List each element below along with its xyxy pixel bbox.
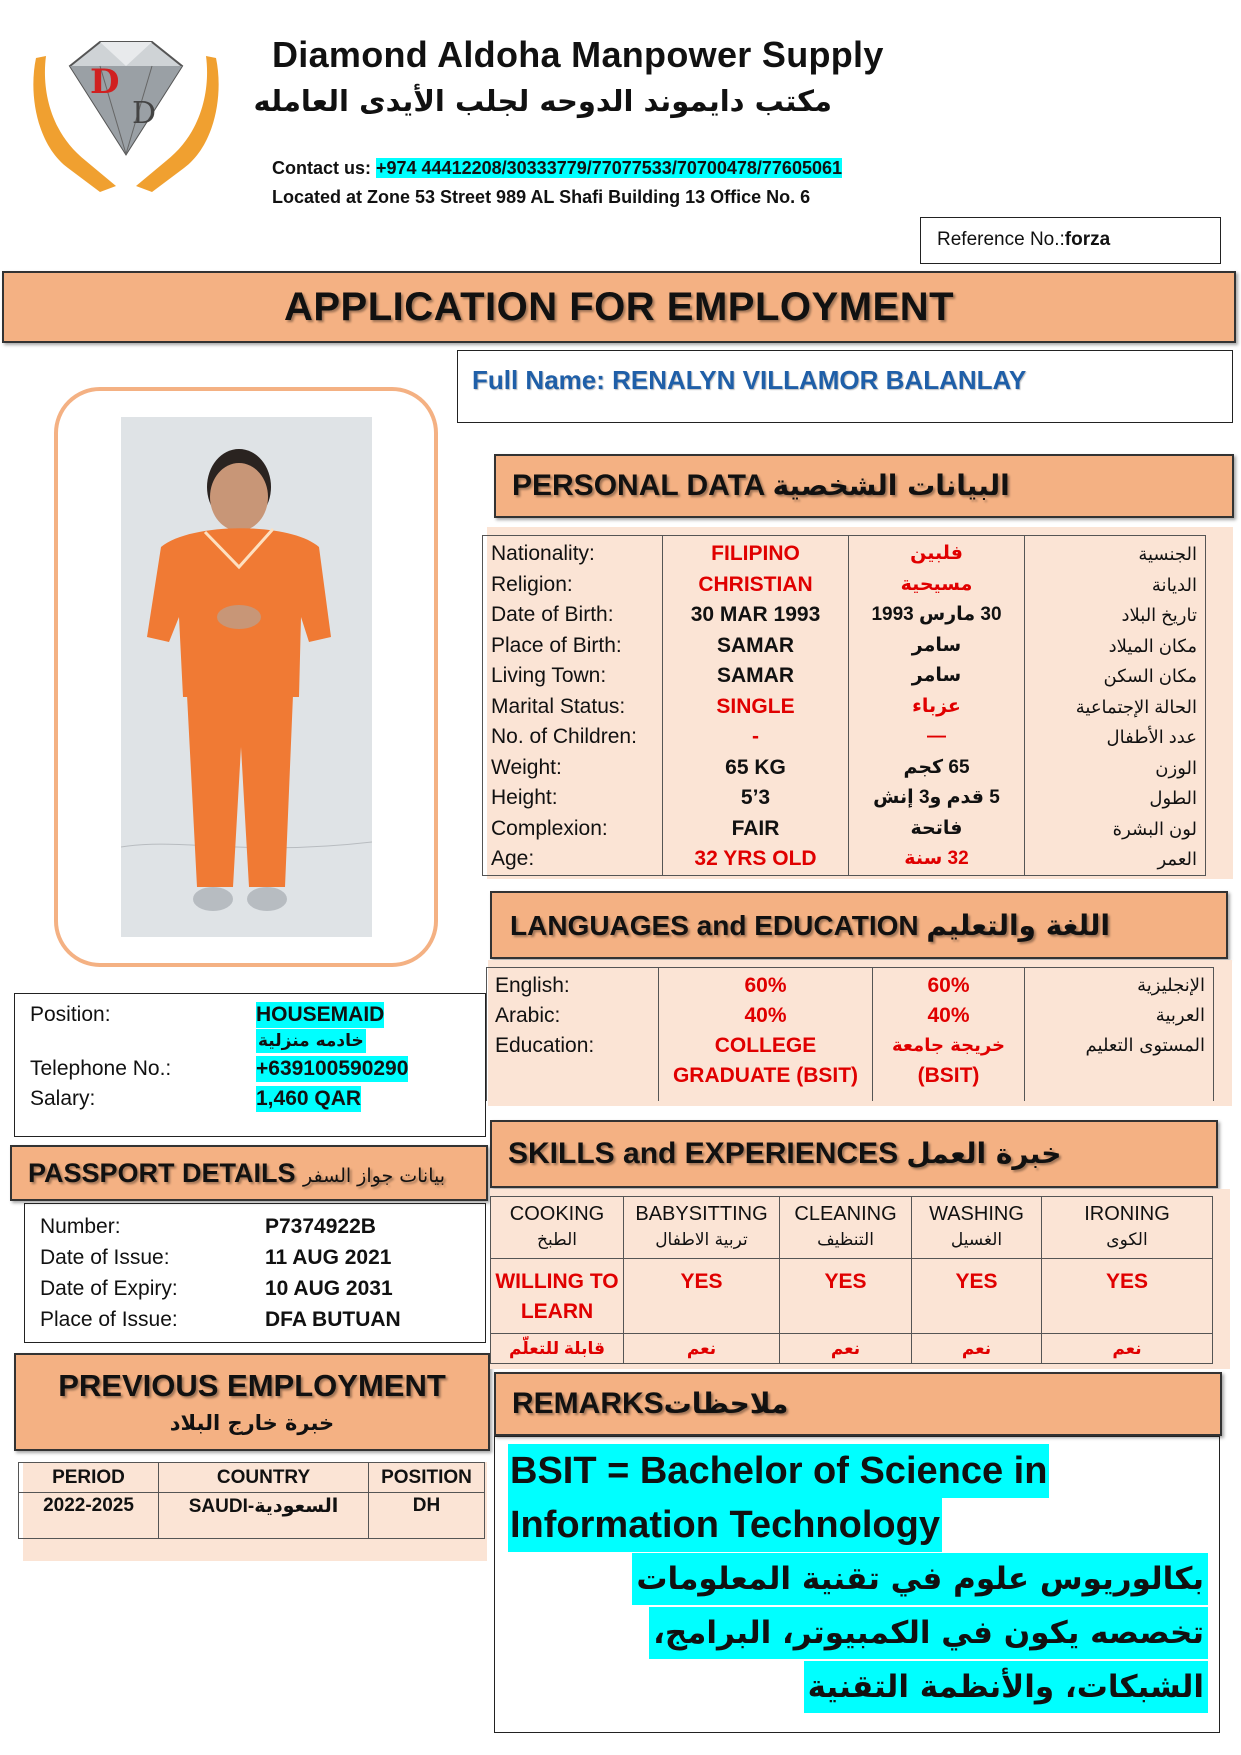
label-ar-english: الإنجليزية	[1137, 975, 1205, 996]
job-info-box	[14, 993, 486, 1137]
skill-name-ar: تربية الاطفال	[655, 1230, 748, 1250]
value-age: 32 YRS OLD	[694, 847, 817, 870]
skill-name: CLEANING	[794, 1203, 897, 1225]
passport-title-ar: بيانات جواز السفر	[303, 1164, 446, 1187]
issue-date-label: Date of Issue:	[40, 1246, 170, 1269]
value-arabic: 40%	[744, 1004, 787, 1027]
passport-number-label: Number:	[40, 1215, 121, 1238]
skill-value-cleaning: YES	[780, 1259, 912, 1334]
value-place-of-birth: SAMAR	[717, 633, 794, 657]
table-header-row	[19, 1463, 485, 1493]
reference-box	[920, 217, 1221, 264]
skill-name: BABYSITTING	[635, 1203, 768, 1225]
value-education-2: GRADUATE (BSIT)	[672, 1064, 859, 1087]
expiry-date-value: 10 AUG 2031	[265, 1277, 393, 1300]
contact-label: Contact us:	[272, 158, 377, 178]
passport-number-value: P7374922B	[265, 1215, 376, 1238]
skill-washing	[912, 1197, 1042, 1259]
position-value-ar: خادمه منزلية	[258, 1031, 364, 1051]
label-ar-dob: تاريخ البلاد	[1121, 605, 1197, 625]
remarks-header	[494, 1372, 1222, 1436]
value-living-town: SAMAR	[717, 664, 794, 687]
personal-labels-column	[483, 536, 663, 876]
skill-value-ar-washing: نعم	[912, 1334, 1042, 1364]
reference-value: forza	[1064, 229, 1111, 250]
skill-cooking	[491, 1197, 624, 1259]
personal-data-title-ar: البيانات الشخصية	[772, 469, 1010, 502]
label-marital-status: Marital Status:	[491, 694, 626, 718]
company-logo	[28, 36, 224, 192]
previous-employment-title-ar: خبرة خارج البلاد	[169, 1411, 335, 1435]
place-of-issue-value: DFA BUTUAN	[265, 1308, 401, 1331]
value-ar-dob: 30 مارس 1993	[871, 604, 1002, 625]
position-label: Position:	[30, 1003, 111, 1026]
logo-letter-grey: D	[132, 96, 157, 131]
skill-name: WASHING	[929, 1203, 1024, 1225]
skill-value-ar-babysitting: نعم	[624, 1334, 780, 1364]
reference-label: Reference No.:	[937, 229, 1065, 250]
full-name-label: Full Name:	[472, 365, 613, 395]
remark-line-en-2: Information Technology	[508, 1498, 942, 1552]
expiry-date-label: Date of Expiry:	[40, 1277, 178, 1300]
value-ar-arabic: 40%	[927, 1004, 970, 1027]
position-value: HOUSEMAID	[256, 1003, 385, 1026]
label-ar-living-town: مكان السكن	[1103, 666, 1197, 686]
remark-line-en-1: BSIT = Bachelor of Science in	[508, 1444, 1049, 1498]
personal-data-header	[494, 454, 1234, 518]
label-ar-age: العمر	[1157, 849, 1197, 869]
skills-value-row	[491, 1259, 1213, 1334]
skill-value-ironing: YES	[1042, 1259, 1213, 1334]
label-arabic: Arabic:	[495, 1004, 561, 1027]
company-name-en: Diamond Aldoha Manpower Supply	[272, 34, 884, 75]
person-icon	[121, 417, 372, 937]
value-ar-nationality: فلبين	[910, 543, 963, 564]
languages-labels-column	[487, 968, 659, 1102]
label-ar-place-of-birth: مكان الميلاد	[1108, 635, 1197, 656]
label-place-of-birth: Place of Birth:	[491, 633, 622, 657]
value-nationality: FILIPINO	[711, 542, 800, 565]
label-ar-arabic: العربية	[1155, 1005, 1205, 1026]
value-ar-place-of-birth: سامر	[911, 634, 962, 656]
label-ar-children: عدد الأطفال	[1106, 727, 1197, 747]
full-name-box	[457, 350, 1233, 423]
skill-value-babysitting: YES	[624, 1259, 780, 1334]
value-ar-complexion: فاتحة	[910, 817, 963, 839]
applicant-photo	[121, 417, 372, 937]
remarks-box	[494, 1436, 1220, 1733]
skill-name-ar: الطبخ	[537, 1230, 577, 1250]
languages-title-en: LANGUAGES and EDUCATION	[510, 909, 927, 941]
remark-line-ar-2: تخصصه يكون في الكمبيوتر، البرامج،	[649, 1607, 1208, 1659]
value-religion: CHRISTIAN	[698, 572, 813, 596]
personal-data-table	[482, 535, 1206, 876]
skill-name-ar: التنظيف	[817, 1230, 874, 1250]
value-complexion: FAIR	[731, 816, 780, 840]
personal-labels-ar-column	[1025, 536, 1206, 876]
label-nationality: Nationality:	[491, 542, 595, 565]
page-title: APPLICATION FOR EMPLOYMENT	[283, 284, 955, 329]
skill-value-ar-cleaning: نعم	[780, 1334, 912, 1364]
value-dob: 30 MAR 1993	[690, 603, 821, 626]
header-period: PERIOD	[19, 1463, 159, 1493]
languages-values-ar-column	[873, 968, 1025, 1102]
skills-table	[490, 1196, 1213, 1364]
contact-line	[272, 158, 842, 179]
passport-box	[24, 1203, 486, 1343]
value-ar-children: —	[927, 726, 946, 747]
skill-name: COOKING	[509, 1203, 605, 1225]
value-ar-education-1: خريجة جامعة	[891, 1035, 1006, 1056]
skills-header	[490, 1120, 1218, 1188]
company-name-ar: مكتب دايموند الدوحه لجلب الأيدى العامله	[253, 84, 832, 118]
previous-employment-header	[14, 1353, 490, 1451]
value-ar-age: 32 سنة	[904, 848, 969, 869]
remarks-title-ar: ملاحظات	[663, 1387, 789, 1420]
value-weight: 65 KG	[725, 755, 786, 779]
value-ar-height: 5 قدم و3 إنش	[873, 787, 1000, 808]
full-name-value: RENALYN VILLAMOR BALANLAY	[612, 365, 1027, 395]
label-children: No. of Children:	[491, 725, 637, 748]
value-ar-religion: مسيحية	[900, 573, 973, 595]
personal-values-ar-column	[849, 536, 1025, 876]
office-address: Located at Zone 53 Street 989 AL Shafi Building 13 Office No. 6	[272, 187, 811, 207]
contact-numbers: +974 44412208/30333779/77077533/70700478/77605061	[376, 158, 842, 178]
previous-employment-table	[18, 1462, 485, 1539]
salary-value: 1,460 QAR	[256, 1087, 362, 1110]
label-ar-education: المستوى التعليم	[1085, 1035, 1205, 1056]
skill-babysitting	[624, 1197, 780, 1259]
cell-country: SAUDI-السعودية	[159, 1493, 369, 1539]
previous-employment-title-en: PREVIOUS EMPLOYMENT	[58, 1368, 446, 1403]
value-ar-living-town: سامر	[911, 665, 962, 686]
table-row	[19, 1493, 485, 1539]
value-children: -	[752, 725, 759, 748]
issue-date-value: 11 AUG 2021	[265, 1246, 392, 1269]
label-height: Height:	[491, 786, 558, 809]
skill-value-ar-ironing: نعم	[1042, 1334, 1213, 1364]
value-height: 5’3	[740, 786, 771, 809]
skills-header-row	[491, 1197, 1213, 1259]
skills-title-en: SKILLS and EXPERIENCES	[508, 1137, 907, 1170]
value-english: 60%	[744, 974, 787, 997]
telephone-value: +639100590290	[256, 1057, 409, 1080]
skill-ironing	[1042, 1197, 1213, 1259]
label-ar-weight: الوزن	[1155, 757, 1197, 778]
cell-position: DH	[369, 1493, 485, 1539]
label-complexion: Complexion:	[491, 816, 608, 840]
skill-name-ar: الغسيل	[950, 1230, 1003, 1250]
personal-values-column	[663, 536, 849, 876]
value-ar-english: 60%	[927, 974, 970, 997]
label-ar-marital-status: الحالة الإجتماعية	[1075, 696, 1197, 717]
logo-letter-red: D	[90, 62, 120, 102]
remark-line-ar-1: بكالوريوس علوم في تقنية المعلومات	[632, 1553, 1208, 1605]
header-country: COUNTRY	[159, 1463, 369, 1493]
languages-education-header	[490, 891, 1228, 959]
header-position: POSITION	[369, 1463, 485, 1493]
passport-title-en: PASSPORT DETAILS	[28, 1157, 304, 1188]
label-education: Education:	[495, 1034, 595, 1057]
value-ar-education-2: (BSIT)	[917, 1064, 980, 1087]
skills-value-ar-row	[491, 1334, 1213, 1364]
place-of-issue-label: Place of Issue:	[40, 1308, 178, 1331]
label-english: English:	[495, 974, 570, 997]
salary-label: Salary:	[30, 1087, 96, 1110]
remark-line-ar-3: الشبكات، والأنظمة التقنية	[804, 1661, 1208, 1713]
skill-value-washing: YES	[912, 1259, 1042, 1334]
skill-value-cooking: WILLING TO LEARN	[491, 1259, 624, 1334]
label-ar-complexion: لون البشرة	[1112, 818, 1197, 839]
label-ar-height: الطول	[1149, 788, 1197, 808]
label-ar-religion: الديانة	[1151, 574, 1197, 595]
label-ar-nationality: الجنسية	[1138, 544, 1197, 564]
languages-title-ar: اللغة والتعليم	[926, 908, 1111, 942]
label-age: Age:	[491, 847, 535, 870]
languages-labels-ar-column	[1025, 968, 1214, 1102]
skill-value-ar-cooking: قابلة للتعلّم	[491, 1334, 624, 1364]
value-ar-weight: 65 كجم	[903, 756, 970, 778]
remarks-title-en: REMARKS	[512, 1387, 664, 1420]
label-dob: Date of Birth:	[491, 603, 614, 626]
label-living-town: Living Town:	[491, 664, 607, 687]
value-education-1: COLLEGE	[714, 1034, 817, 1057]
languages-table	[486, 967, 1214, 1101]
value-ar-marital-status: عزباء	[912, 695, 961, 717]
skills-title-ar: خبرة العمل	[906, 1137, 1062, 1170]
diamond-hands-icon	[28, 36, 224, 192]
skill-name: IRONING	[1084, 1203, 1170, 1225]
value-marital-status: SINGLE	[716, 694, 795, 718]
title-band	[2, 271, 1236, 343]
cell-period: 2022-2025	[19, 1493, 159, 1539]
skill-name-ar: الكوى	[1106, 1230, 1148, 1250]
skill-cleaning	[780, 1197, 912, 1259]
label-religion: Religion:	[491, 572, 573, 596]
personal-data-title-en: PERSONAL DATA	[512, 469, 773, 502]
label-weight: Weight:	[491, 755, 562, 779]
passport-header	[10, 1145, 488, 1201]
telephone-label: Telephone No.:	[30, 1057, 172, 1080]
languages-values-column	[659, 968, 873, 1102]
